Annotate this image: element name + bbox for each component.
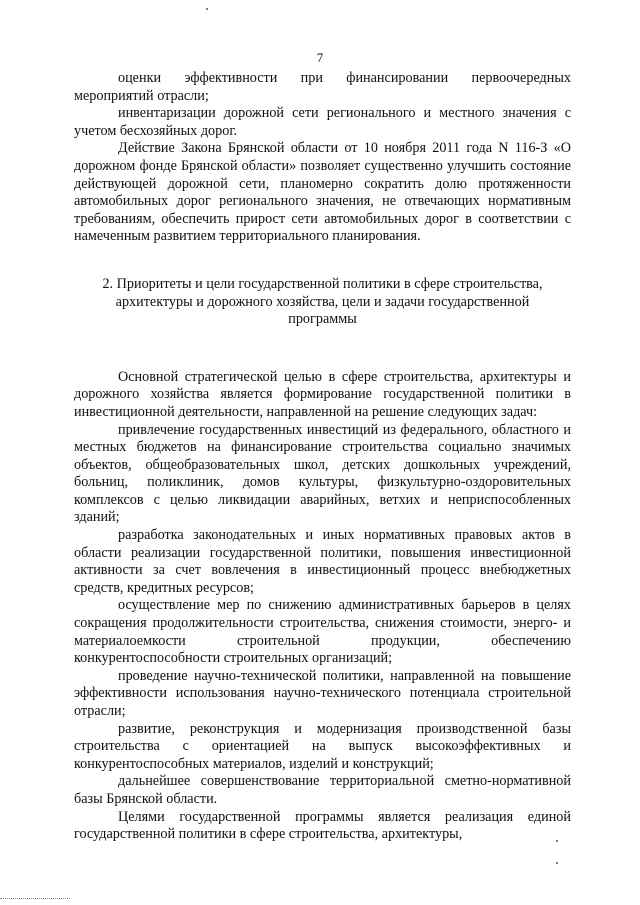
- paragraph: оценки эффективности при финансировании первоочередных мероприятий отрасли;: [74, 70, 571, 104]
- paragraph: Действие Закона Брянской области от 10 ноября 2011 года N 116-З «О дорожном фонде Брянской области» позволяет существенно улучшить состояние действующей дорожной сети, планомерно сократить долю протяженности автомобильных дорог регионального значения, не отвечающих нормативным требованиям, обеспечить прирост сети автомобильных дорог в соответствии с намеченным развитием территориального планирования.: [74, 140, 571, 245]
- paragraph: инвентаризации дорожной сети регионального и местного значения с учетом бесхозяйных дорог.: [74, 105, 571, 139]
- section-heading-line: архитектуры и дорожного хозяйства, цели и задачи государственной: [115, 293, 530, 310]
- scan-speck: [556, 862, 558, 864]
- paragraph: проведение научно-технической политики, направленной на повышение эффективности использования научно-технического потенциала строительной отрасли;: [74, 667, 571, 719]
- paragraph: разработка законодательных и иных нормативных правовых актов в области реализации государственной политики, повышения инвестиционной активности за счет вовлечения в инвестиционный процесс внебюджетных средств, кредитных ресурсов;: [74, 527, 571, 596]
- paragraph: дальнейшее совершенствование территориальной сметно-нормативной базы Брянской области.: [74, 773, 571, 807]
- document-body: [74, 70, 571, 844]
- paragraph: Целями государственной программы является реализация единой государственной политики в сфере строительства, архитектуры,: [74, 808, 571, 843]
- section-heading-line: 2. Приоритеты и цели государственной политики в сфере строительства,: [102, 275, 543, 292]
- page-number: 7: [316, 50, 324, 65]
- section-heading-line: программы: [288, 311, 357, 328]
- paragraph: Основной стратегической целью в сфере строительства, архитектуры и дорожного хозяйства является формирование государственной политики в инвестиционной деятельности, направленной на решение следующих задач:: [74, 368, 571, 420]
- scan-speck: [206, 8, 208, 10]
- bottom-rule: [0, 898, 70, 900]
- paragraph: развитие, реконструкция и модернизация производственной базы строительства с ориентацией на выпуск высокоэффективных и конкурентоспособных материалов, изделий и конструкций;: [74, 720, 571, 772]
- section-heading: [74, 276, 571, 329]
- paragraph: осуществление мер по снижению административных барьеров в целях сокращения продолжительности строительства, снижения стоимости, энерго- и материалоемкости строительной продукции, обеспечению конкурентоспособности строительных организаций;: [74, 597, 571, 667]
- paragraph: привлечение государственных инвестиций из федерального, областного и местных бюджетов на финансирование строительства социально значимых объектов, общеобразовательных школ, детских дошкольных учреждений, больниц, поликлиник, домов культуры, физкультурно-оздоровительных комплексов с целью ликвидации аварийных, ветхих и неприспособленных зданий;: [74, 421, 571, 526]
